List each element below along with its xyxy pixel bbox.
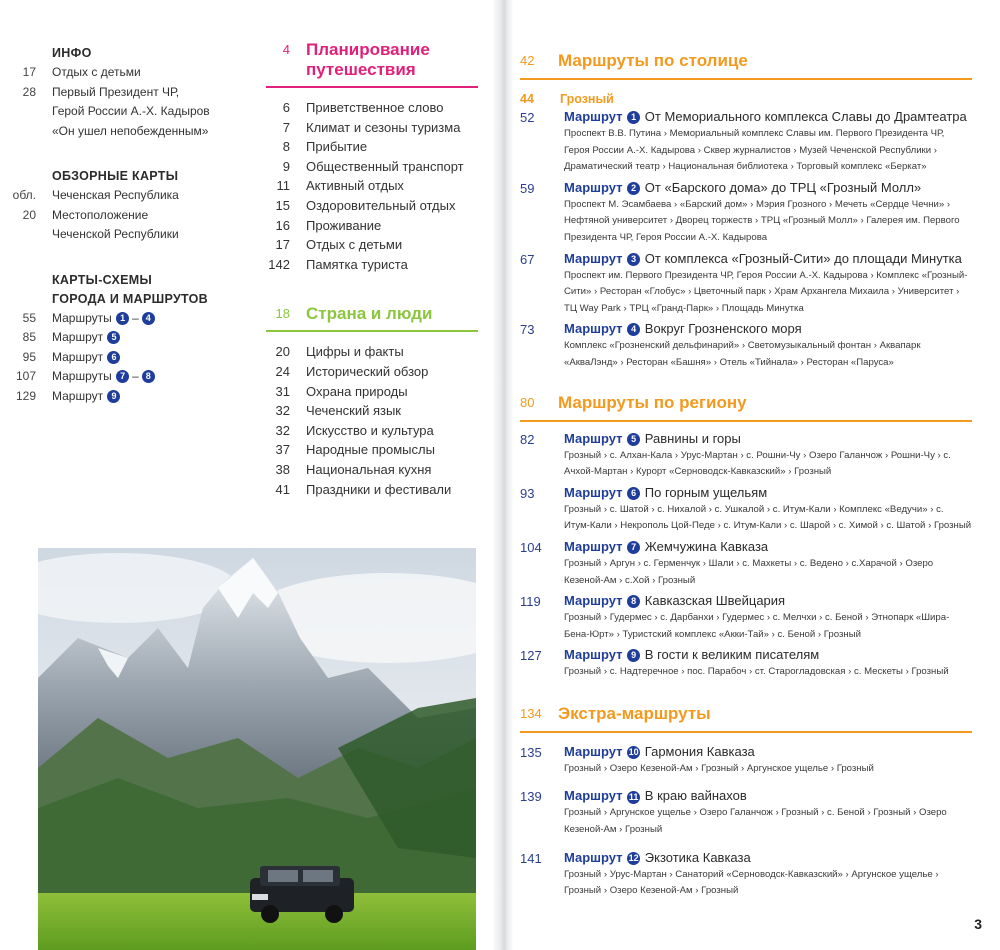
page-number: 127	[520, 648, 542, 664]
route-word: Маршрут	[564, 647, 623, 663]
toc-entry[interactable]	[256, 176, 478, 196]
route-stops: Грозный › Озеро Кезеной-Ам › Грозный › Аргунское ущелье › Грозный	[564, 762, 874, 774]
route-entry[interactable]	[520, 179, 972, 247]
entry-title: Маршруты	[52, 369, 112, 383]
toc-entry[interactable]	[256, 216, 478, 236]
route-entry[interactable]	[520, 592, 972, 643]
chapter-page-number: 42	[520, 53, 535, 68]
entry-title: Маршрут	[52, 388, 104, 403]
route-title: В краю вайнахов	[644, 788, 747, 804]
route-badge: 8	[142, 370, 155, 383]
entry-title: Исторический обзор	[306, 363, 429, 379]
page-number: 52	[520, 110, 535, 125]
page-number: 24	[275, 363, 290, 379]
page-number: 59	[520, 180, 535, 196]
page-number: 20	[275, 344, 290, 360]
capital-routes-section	[520, 50, 972, 372]
route-title: От Мемориального комплекса Славы до Драмтеатра	[644, 109, 967, 124]
route-entry[interactable]	[520, 646, 972, 681]
route-word: Маршрут	[564, 179, 623, 195]
route-title: В гости к великим писателям	[644, 647, 820, 663]
toc-entry[interactable]	[256, 98, 478, 118]
route-badge: 6	[627, 487, 640, 500]
chapter-rule	[520, 420, 972, 422]
route-title: Вокруг Грозненского моря	[644, 321, 802, 337]
book-gutter	[492, 0, 514, 950]
page-number: 95	[22, 349, 36, 364]
chapter-rule	[266, 86, 478, 88]
page-number: 17	[275, 237, 290, 253]
route-badge: 6	[107, 351, 120, 364]
page-number: 139	[520, 789, 542, 805]
page-number	[0, 102, 52, 122]
chapter-title	[306, 40, 430, 80]
toc-entry[interactable]	[256, 157, 478, 177]
planning-section	[256, 40, 478, 274]
page-number: 28	[22, 84, 36, 99]
chapter-heading[interactable]	[256, 40, 478, 86]
chapter-rule	[266, 330, 478, 332]
chapter-title-line2: путешествия	[306, 60, 416, 79]
chapter-title: Страна и люди	[306, 304, 433, 324]
page-number	[0, 122, 52, 142]
toc-entry[interactable]	[256, 460, 478, 480]
route-badge: 5	[107, 331, 120, 344]
page-number: 32	[275, 422, 290, 438]
entry-title: Отдых с детьми	[52, 65, 141, 79]
page-number: 73	[520, 322, 535, 338]
right-column	[520, 50, 972, 903]
route-title: По горным ущельям	[644, 484, 768, 500]
range-dash: –	[132, 310, 139, 325]
chapter-heading[interactable]	[520, 392, 972, 414]
route-stops: Грозный › с. Надтеречное › пос. Парабоч › ст. Старогладовская › с. Мескеты › Грозный	[564, 666, 949, 678]
route-badge: 3	[627, 253, 640, 266]
route-title: Экзотика Кавказа	[644, 849, 751, 865]
section-heading: ИНФО	[52, 46, 92, 60]
page-number: 7	[282, 119, 290, 135]
entry-title: Народные промыслы	[306, 442, 435, 458]
route-stops: Комплекс «Грозненский дельфинарий» › Светомузыкальный фонтан › Аквапарк «АкваЛэнд» › Ресторан «Башня» › Отель «Тийнала» › Ресторан «Паруса»	[564, 340, 921, 368]
route-badge: 11	[628, 791, 639, 802]
chapter-title: Маршруты по столице	[558, 51, 748, 70]
route-word: Маршрут	[564, 250, 623, 266]
route-badge: 5	[627, 433, 640, 446]
toc-entry[interactable]	[256, 440, 478, 460]
toc-entry-continued	[0, 225, 240, 245]
chapter-page-number: 134	[520, 705, 542, 721]
page-number: 38	[275, 461, 290, 477]
page-number: 85	[22, 330, 36, 344]
toc-entry[interactable]	[256, 480, 478, 500]
toc-entry[interactable]	[256, 342, 478, 362]
route-title: Равнины и горы	[644, 430, 741, 446]
entry-title: Чеченский язык	[306, 403, 401, 419]
page-number: 8	[282, 139, 290, 155]
chapter-rule	[520, 78, 972, 80]
route-word: Маршрут	[564, 538, 623, 554]
page-number: 142	[268, 256, 290, 272]
page-number: 20	[22, 207, 36, 222]
route-badge: 9	[107, 390, 120, 403]
page-number: 11	[276, 178, 290, 194]
entry-title: Маршрут	[52, 330, 104, 344]
mountain-landscape-illustration	[38, 548, 476, 950]
entry-title: Местоположение	[52, 207, 149, 222]
middle-column	[256, 40, 478, 499]
country-people-section	[256, 304, 478, 499]
section-heading: КАРТЫ-СХЕМЫ	[52, 272, 153, 287]
route-entry[interactable]	[520, 538, 972, 589]
route-entry[interactable]	[520, 743, 972, 778]
route-badge: 12	[628, 852, 639, 863]
route-word: Маршрут	[564, 593, 623, 609]
route-stops: Проспект М. Эсамбаева › «Барский дом» › Мэрия Грозного › Мечеть «Сердце Чечни» › Нефтяной университет › Дворец торжеств › ТРЦ «Грозный Молл» › Галерея им. Первого Президента ЧР, Героя России А.-Х. Кадырова	[564, 198, 960, 243]
entry-title: Оздоровительный отдых	[306, 197, 456, 213]
entry-title: Активный отдых	[306, 178, 404, 194]
toc-entry[interactable]	[0, 367, 240, 387]
toc-entry[interactable]	[256, 255, 478, 275]
page-number: 135	[520, 744, 542, 760]
entry-title: Проживание	[306, 217, 382, 233]
route-entry[interactable]	[520, 787, 972, 838]
page-number: 17	[22, 65, 36, 79]
route-stops: Грозный › Урус-Мартан › Санаторий «Серноводск-Кавказский» › Аргунское ущелье › Грозный › Озеро Кезеной-Ам › Грозный	[564, 868, 939, 897]
chapter-heading[interactable]	[520, 703, 972, 725]
route-stops: Грозный › Аргун › с. Герменчук › Шали › с. Махкеты › с. Ведено › с.Харачой › Озеро Кезеной-Ам › с.Хой › Грозный	[564, 557, 934, 586]
entry-title: Маршруты	[52, 310, 112, 325]
route-word: Маршрут	[564, 743, 623, 759]
chapter-page-number: 80	[520, 394, 535, 410]
page-number: 31	[275, 383, 290, 399]
route-entry[interactable]	[520, 320, 972, 371]
route-badge: 4	[142, 312, 155, 325]
route-badge: 1	[627, 111, 640, 124]
page-number-footer: 3	[974, 916, 982, 932]
toc-entry[interactable]	[256, 235, 478, 255]
entry-title: Цифры и факты	[306, 344, 404, 360]
entry-title: Чеченской Республики	[52, 227, 179, 241]
subchapter-heading[interactable]	[520, 90, 972, 108]
route-entry[interactable]	[520, 430, 972, 481]
toc-entry[interactable]	[0, 387, 240, 407]
toc-entry[interactable]	[256, 362, 478, 382]
route-word: Маршрут	[564, 109, 623, 124]
route-badge: 2	[627, 182, 640, 195]
chapter-title: Маршруты по региону	[558, 392, 747, 412]
entry-title: Искусство и культура	[306, 422, 434, 438]
mountain-photo	[38, 548, 476, 950]
toc-entry[interactable]	[256, 137, 478, 157]
toc-entry[interactable]	[256, 421, 478, 441]
section-heading-line2: ГОРОДА И МАРШРУТОВ	[52, 291, 208, 306]
entry-title: Климат и сезоны туризма	[306, 119, 461, 135]
toc-entry[interactable]	[256, 118, 478, 138]
route-word: Маршрут	[564, 430, 623, 446]
route-maps-section	[0, 271, 240, 407]
route-badge: 1	[116, 312, 129, 325]
page-number: 82	[520, 431, 535, 447]
toc-entry[interactable]	[0, 328, 240, 348]
route-badge: 7	[116, 370, 129, 383]
route-word: Маршрут	[564, 788, 623, 804]
entry-title: Чеченская Республика	[52, 188, 179, 202]
toc-entry[interactable]	[0, 206, 240, 226]
route-title: От «Барского дома» до ТРЦ «Грозный Молл»	[644, 179, 922, 195]
page-number: 41	[275, 481, 290, 497]
entry-title: Прибытие	[306, 139, 368, 155]
route-word: Маршрут	[564, 484, 623, 500]
page-number: 104	[520, 539, 542, 555]
chapter-heading[interactable]	[520, 50, 972, 72]
route-badge: 8	[627, 595, 640, 608]
route-entry[interactable]	[520, 250, 972, 318]
route-entry[interactable]	[520, 484, 972, 535]
toc-entry[interactable]	[256, 382, 478, 402]
chapter-heading[interactable]	[256, 304, 478, 330]
page-number: 16	[275, 217, 290, 233]
chapter-title-line1: Планирование	[306, 40, 430, 59]
page-number: 119	[520, 594, 541, 610]
toc-entry[interactable]	[0, 63, 240, 83]
route-badge: 9	[627, 649, 640, 662]
page-number: 37	[275, 442, 290, 458]
entry-title: Приветственное слово	[306, 100, 444, 115]
entry-title: Отдых с детьми	[306, 237, 403, 253]
page-number: 55	[22, 310, 36, 325]
toc-entry[interactable]	[256, 196, 478, 216]
page-number: 15	[275, 197, 290, 213]
chapter-page-number: 18	[275, 306, 290, 322]
route-badge: 7	[627, 541, 640, 554]
route-word: Маршрут	[564, 321, 623, 337]
entry-title: Памятка туриста	[306, 256, 408, 272]
page-number: обл.	[12, 188, 36, 202]
page-number: 93	[520, 485, 535, 501]
chapter-page-number: 4	[282, 42, 290, 57]
overview-maps-section	[0, 167, 240, 245]
entry-title: Маршрут	[52, 349, 104, 364]
page-number: 107	[15, 369, 36, 383]
route-entry[interactable]	[520, 849, 972, 900]
route-badge: 10	[628, 746, 639, 757]
page-number	[0, 225, 52, 245]
entry-title: Охрана природы	[306, 383, 408, 399]
left-column	[0, 44, 240, 432]
toc-entry[interactable]	[0, 348, 240, 368]
route-entry[interactable]	[520, 108, 972, 176]
range-dash: –	[132, 369, 139, 383]
chapter-title: Экстра-маршруты	[558, 703, 711, 723]
page-number: 6	[282, 100, 290, 115]
route-stops: Проспект им. Первого Президента ЧР, Героя России А.-Х. Кадырова › Комплекс «Грозный-Сити» › Ресторан «Глобус» › Цветочный парк › Храм Архангела Михаила › Университет › ТЦ Way Park › ТРЦ «Гранд-Парк» › Площадь Минутка	[564, 269, 968, 314]
route-title: Гармония Кавказа	[644, 743, 755, 759]
route-title: От комплекса «Грозный-Сити» до площади Минутка	[644, 250, 962, 266]
route-stops: Грозный › Аргунское ущелье › Озеро Галанчож › Грозный › с. Беной › Грозный › Озеро Кезеной-Ам › Грозный	[564, 807, 947, 836]
route-stops: Проспект В.В. Путина › Мемориальный комплекс Славы им. Первого Президента ЧР, Героя России А.-Х. Кадырова › Сквер журналистов › Музей Чеченской Республики › Драматический театр › Национальная библиотека › Торговый комплекс «Беркат»	[564, 128, 945, 173]
entry-title: «Он ушел непобежденным»	[52, 123, 209, 138]
entry-title: Общественный транспорт	[306, 158, 464, 174]
toc-entry[interactable]	[0, 309, 240, 329]
entry-title: Праздники и фестивали	[306, 481, 452, 497]
page-number: 129	[15, 388, 36, 403]
page-number: 141	[520, 850, 542, 866]
section-heading: ОБЗОРНЫЕ КАРТЫ	[52, 169, 179, 183]
page-number: 9	[282, 158, 290, 174]
toc-entry-continued	[0, 122, 240, 142]
toc-entry-continued	[0, 102, 240, 122]
extra-routes-section	[520, 703, 972, 900]
route-stops: Грозный › Гудермес › с. Дарбанхи › Гудермес › с. Мелчхи › с. Беной › Этнопарк «Шира-Бена-Юрт» › Туристский комплекс «Акки-Тай» › с. Беной › Грозный	[564, 612, 950, 640]
entry-title: Национальная кухня	[306, 461, 432, 477]
route-badge: 4	[627, 323, 640, 336]
info-section	[0, 44, 240, 141]
toc-entry[interactable]	[256, 401, 478, 421]
subchapter-title: Грозный	[560, 92, 614, 106]
subchapter-page-number: 44	[520, 92, 534, 106]
page-number: 32	[275, 403, 290, 419]
entry-title: Герой России А.-Х. Кадыров	[52, 104, 210, 118]
toc-entry[interactable]	[0, 83, 240, 103]
route-title: Жемчужина Кавказа	[644, 538, 769, 554]
toc-entry[interactable]	[0, 186, 240, 206]
route-stops: Грозный › с. Алхан-Кала › Урус-Мартан › с. Рошни-Чу › Озеро Галанчож › Рошни-Чу › с. Ачхой-Мартан › Курорт «Серноводск-Кавказский» › Грозный	[564, 449, 951, 478]
route-word: Маршрут	[564, 849, 623, 865]
route-title: Кавказская Швейцария	[644, 593, 786, 609]
chapter-rule	[520, 731, 972, 733]
region-routes-section	[520, 392, 972, 681]
route-stops: Грозный › с. Шатой › с. Нихалой › с. Ушкалой › с. Итум-Кали › Комплекс «Ведучи» › с. Итум-Кали › Некрополь Цой-Педе › с. Итум-Кали › с. Шарой › с. Химой › с. Шатой › Грозный	[564, 503, 972, 532]
page-number: 67	[520, 251, 535, 267]
entry-title: Первый Президент ЧР,	[52, 84, 180, 99]
